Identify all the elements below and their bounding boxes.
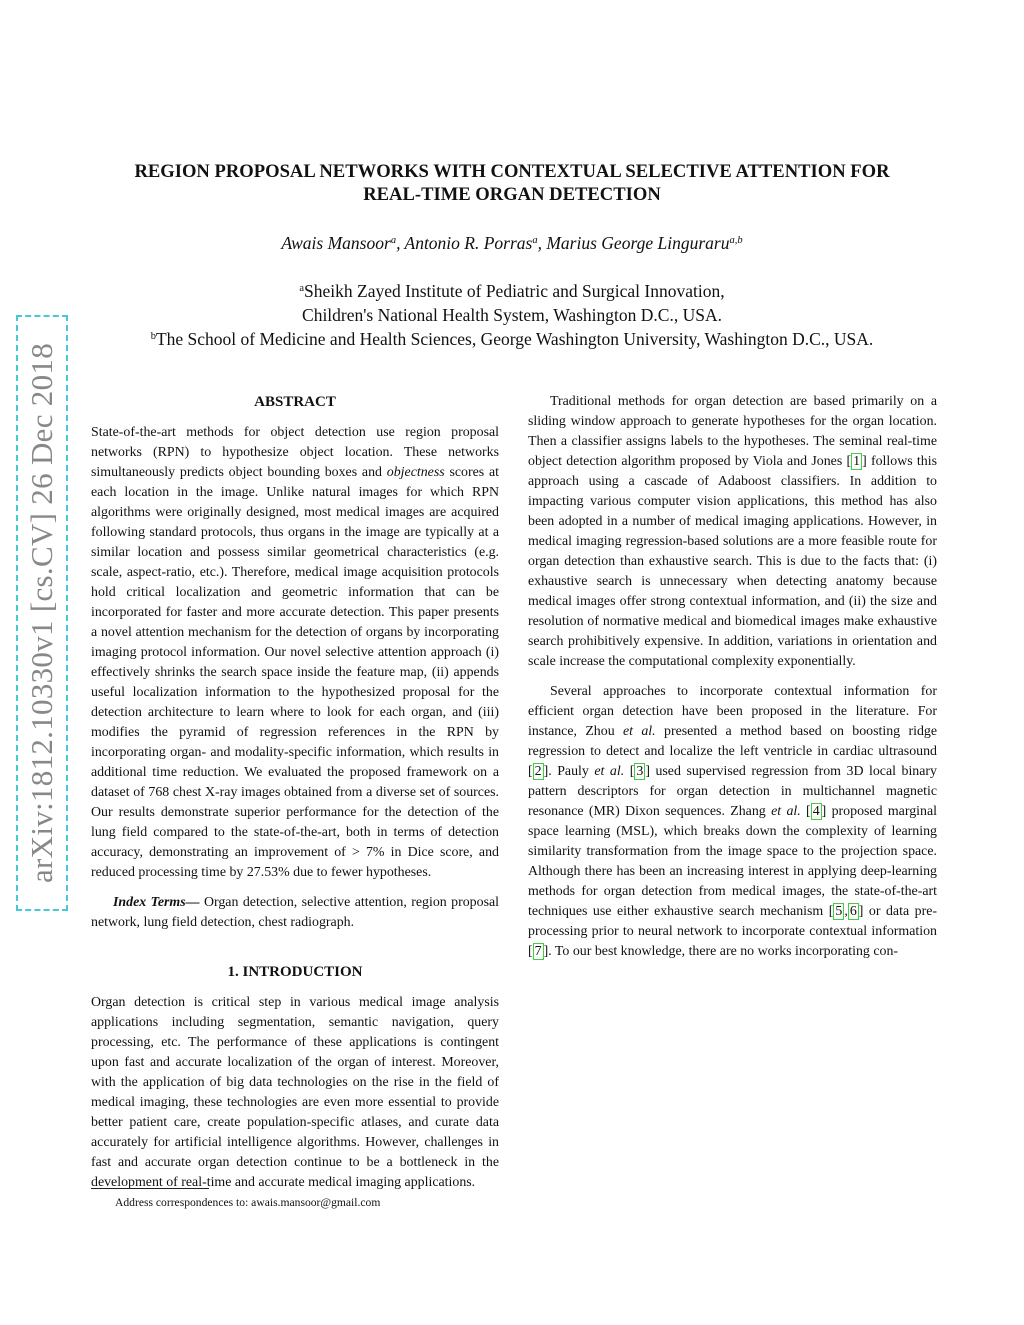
intro-paragraph-3: Several approaches to incorporate contextual information for efficient organ detection have been proposed in the literature. For instance, Zhou et al. presented a method based on boosting ridge regression to detect and localize the left ventricle in cardiac ultrasound [ 2 ]. Pauly et al. [ 3 ] used supervised regression from 3D local binary pattern descriptors for organ detection in multichannel magnetic resonance (MR) Dixon sequences. Zhang et al. [ 4 ] proposed marginal space learning (MSL), which breaks down the complexity of learning similarity transformation from the image space to the projection space. Although there has been an increasing interest in applying deep-learning methods for organ detection from medical images, the state-of-the-art techniques use either exhaustive search mechanism [ 5 , 6 ] or data pre-processing prior to neural network to incorporate contextual information [ 7 ]. To our best knowledge, there are no works incorporating con- [528, 684, 938, 959]
affiliation-a-line2: Children's National Health System, Washington D.C., USA. [302, 305, 722, 325]
affiliation-b: $^b$The School of Medicine and Health Sciences, George Washington University, Washington D.C., USA. [150, 329, 874, 349]
author-list: Awais Mansoor$^a$, Antonio R. Porras$^a$, Marius George Linguraru$^{a,b}$ [281, 233, 743, 253]
citation-link[interactable]: 3 [636, 764, 644, 779]
footnote: Address correspondences to: awais.mansoor@gmail.com [115, 1196, 381, 1209]
left-column [91, 392, 499, 1193]
citation-link[interactable]: 7 [534, 944, 542, 959]
affiliation-a: $^a$Sheikh Zayed Institute of Pediatric and Surgical Innovation, [299, 281, 725, 301]
citation-link[interactable]: 2 [534, 764, 542, 779]
introduction-heading: 1. INTRODUCTION [227, 964, 363, 980]
footnote-rule [91, 1188, 209, 1189]
index-terms: Index Terms— Organ detection, selective attention, region proposal network, lung field detection, chest radiograph. [91, 895, 499, 930]
abstract-text: State-of-the-art methods for object detection use region proposal networks (RPN) to hypothesize object location. These networks simultaneously predicts object bounding boxes and objectness scores at each location in the image. Unlike natural images for which RPN algorithms were originally designed, most medical images are acquired following standard protocols, thus organs in the image are typically at a similar location and possess similar geometrical characteristics (e.g. scale, aspect-ratio, etc.). Therefore, medical image acquisition protocols hold critical localization and geometric information that can be incorporated for faster and more accurate detection. This paper presents a novel attention mechanism for the detection of organs by incorporating imaging protocol information. Our novel selective attention approach (i) effectively shrinks the search space inside the feature map, (ii) appends useful localization information to the hypothesized proposal for the detection architecture to learn where to look for each organ, and (iii) modifies the pyramid of regression references in the RPN by incorporating organ- and modality-specific information, which results in additional time reduction. We evaluated the proposed framework on a dataset of 768 chest X-ray images obtained from a diverse set of sources. Our results demonstrate superior performance for the detection of the lung field compared to the state-of-the-art, both in terms of detection accuracy, demonstrating an improvement of > 7% in Dice score, and reduced processing time by 27.53% due to fewer hypotheses. [91, 425, 499, 880]
intro-paragraph-2: Traditional methods for organ detection are based primarily on a sliding window approach to generate hypotheses for the organ location. Then a classifier assigns labels to the hypotheses. The seminal real-time object detection algorithm proposed by Viola and Jones [ 1 ] follows this approach using a cascade of Adaboost classifiers. In addition to impacting various computer vision applications, this method has also been adopted in a number of medical imaging applications. However, in medical imaging regression-based solutions are a more feasible route for organ detection than exhaustive search. This is due to the facts that: (i) exhaustive search is unnecessary when detecting anatomy because medical images offer strong contextual information, and (ii) the size and resolution of normative medical and biomedical images make exhaustive search prohibitively expensive. In addition, variations in orientation and scale increase the computational complexity exponentially. [528, 394, 937, 669]
right-column [528, 392, 937, 962]
citation-link[interactable]: 6 [849, 904, 857, 919]
citation-link[interactable]: 1 [853, 454, 861, 469]
arxiv-id: arXiv:1812.10330v1 [cs.CV] 26 Dec 2018 [24, 342, 59, 884]
intro-paragraph-1: Organ detection is critical step in various medical image analysis applications including segmentation, semantic navigation, query processing, etc. The performance of these applications is contingent upon fast and accurate localization of the organ of interest. Moreover, with the application of big data technologies on the rise in the field of medical imaging, these technologies are even more essential to provide better patient care, create population-specific atlases, and curate data accurately for artificial intelligence algorithms. However, challenges in fast and accurate organ detection continue to be a bottleneck in the development of real-time and accurate medical imaging applications. [91, 995, 499, 1190]
author-name: Antonio R. Porras [404, 233, 533, 253]
author-name: Awais Mansoor [281, 233, 391, 253]
author-name: Marius George Linguraru [546, 233, 730, 253]
paper-title: REGION PROPOSAL NETWORKS WITH CONTEXTUAL SELECTIVE ATTENTION FOR REAL-TIME ORGAN DETECTION [134, 161, 890, 205]
affiliations [60, 279, 964, 351]
abstract-heading: ABSTRACT [254, 394, 336, 410]
citation-link[interactable]: 5 [835, 904, 843, 919]
citation-link[interactable]: 4 [812, 804, 820, 819]
arxiv-stamp [16, 315, 68, 911]
